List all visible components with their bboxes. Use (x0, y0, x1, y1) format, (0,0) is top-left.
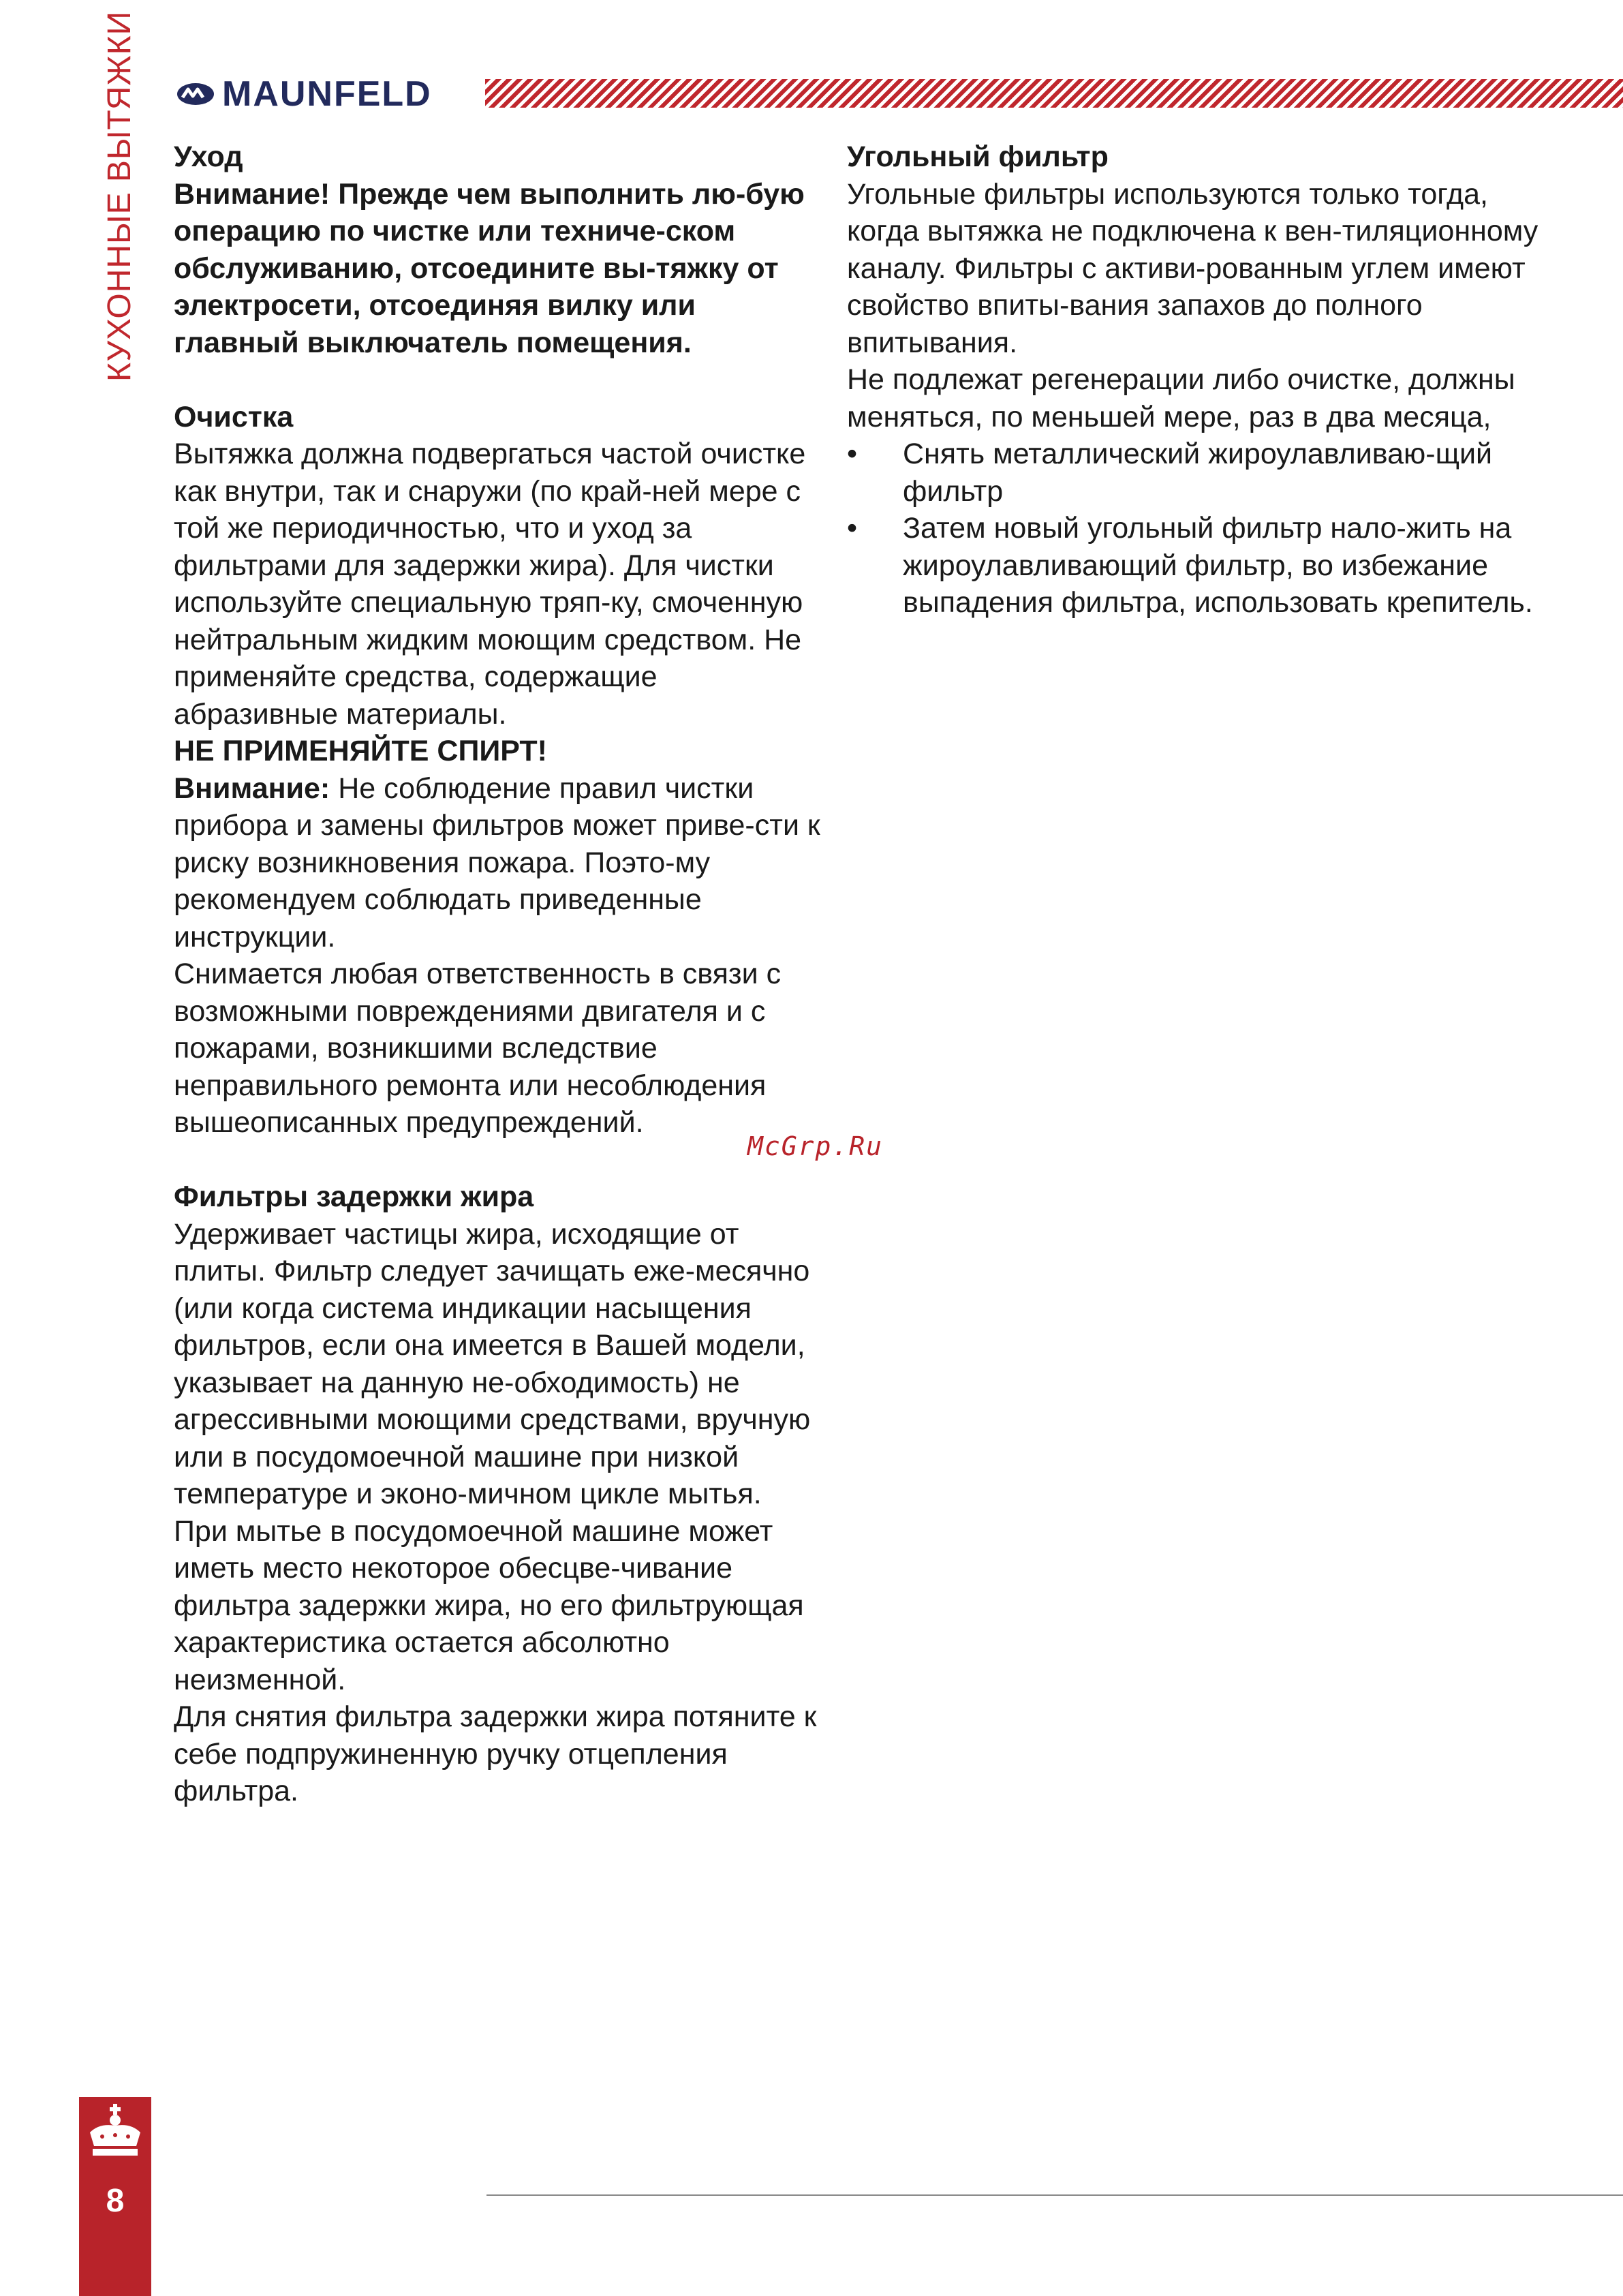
care-warning: Внимание! Прежде чем выполнить лю-бую операцию по чистке или техниче-ском обслуживанию, отсоедините вы-тяжку от электросети, отсоединяя вилку или главный выключатель помещения. (174, 177, 805, 359)
grease-filter-text-2: При мытье в посудомоечной машине может иметь место некоторое обесцве-чивание фильтра задержки жира, но его фильтрующая характеристика остается абсолютно неизменной. (174, 1514, 804, 1696)
bullet-icon: • (847, 512, 858, 545)
liability-text: Снимается любая ответственность в связи с возможными повреждениями двигателя и с пожарами, возникшими вследствие неправильного ремонта или несоблюдения вышеописанных предупреждений. (174, 958, 782, 1139)
list-item (847, 510, 1542, 622)
list-item (847, 435, 1542, 510)
page-number-tab (79, 2097, 151, 2296)
brand-logo (176, 74, 432, 114)
carbon-filter-text-1: Угольные фильтры используются только тогда, когда вытяжка не подключена к вен-тиляционному каналу. Фильтры с активи-рованным углем имеют свойство впиты-вания запахов до полного впитывания. (847, 177, 1539, 359)
grease-filter-text-1: Удерживает частицы жира, исходящие от плиты. Фильтр следует зачищать еже-месячно (или когда система индикации насыщения фильтров, если она имеется в Вашей модели, указывает на данную не-обходимость) не агрессивными моющими средствами, вручную или в посудомоечной машине при низкой температуре и эконо-мичном цикле мытья. (174, 1217, 811, 1510)
carbon-filter-text-2: Не подлежат регенерации либо очистке, должны меняться, по меньшей мере, раз в два месяца, (847, 363, 1515, 433)
attention-label: Внимание: (174, 771, 330, 805)
list-item-text: Затем новый угольный фильтр нало-жить на жироулавливающий фильтр, во избежание выпадения фильтра, использовать крепитель. (903, 512, 1533, 619)
left-column (174, 138, 828, 1810)
header-hatch-bar (485, 79, 1623, 108)
list-item-text: Снять металлический жироулавливаю-щий фильтр (903, 438, 1493, 508)
right-column (847, 138, 1542, 622)
brand-name: MAUNFELD (222, 74, 432, 114)
attention-text: Не соблюдение правил чистки прибора и замены фильтров может приве-сти к риску возникновения пожара. Поэто-му рекомендуем соблюдать приведенные инструкции. (174, 771, 820, 953)
section-side-label: КУХОННЫЕ ВЫТЯЖКИ (102, 10, 138, 382)
grease-filter-heading: Фильтры задержки жира (174, 1180, 534, 1213)
attention-paragraph (174, 770, 828, 956)
grease-filter-text-3: Для снятия фильтра задержки жира потяните к себе подпружиненную ручку отцепления фильтра. (174, 1700, 817, 1807)
bullet-icon: • (847, 438, 858, 470)
cleaning-text: Вытяжка должна подвергаться частой очистке как внутри, так и снаружи (по край-ней мере с той же периодичностью, что и уход за фильтрами для задержки жира). Для чистки используйте специальную тряп-ку, смоченную нейтральным жидким моющим средством. Не применяйте средства, содержащие абразивные материалы. (174, 438, 806, 731)
crown-icon (86, 2102, 144, 2165)
care-heading: Уход (174, 140, 243, 173)
carbon-filter-steps (847, 435, 1542, 622)
watermark-text: McGrp.Ru (747, 1131, 884, 1161)
brand-mark-icon (176, 81, 215, 107)
carbon-filter-heading: Угольный фильтр (847, 140, 1109, 173)
page-number: 8 (106, 2183, 125, 2219)
cleaning-heading: Очистка (174, 400, 294, 433)
no-alcohol-warning: НЕ ПРИМЕНЯЙТЕ СПИРТ! (174, 735, 547, 767)
footer-divider (486, 2194, 1623, 2196)
